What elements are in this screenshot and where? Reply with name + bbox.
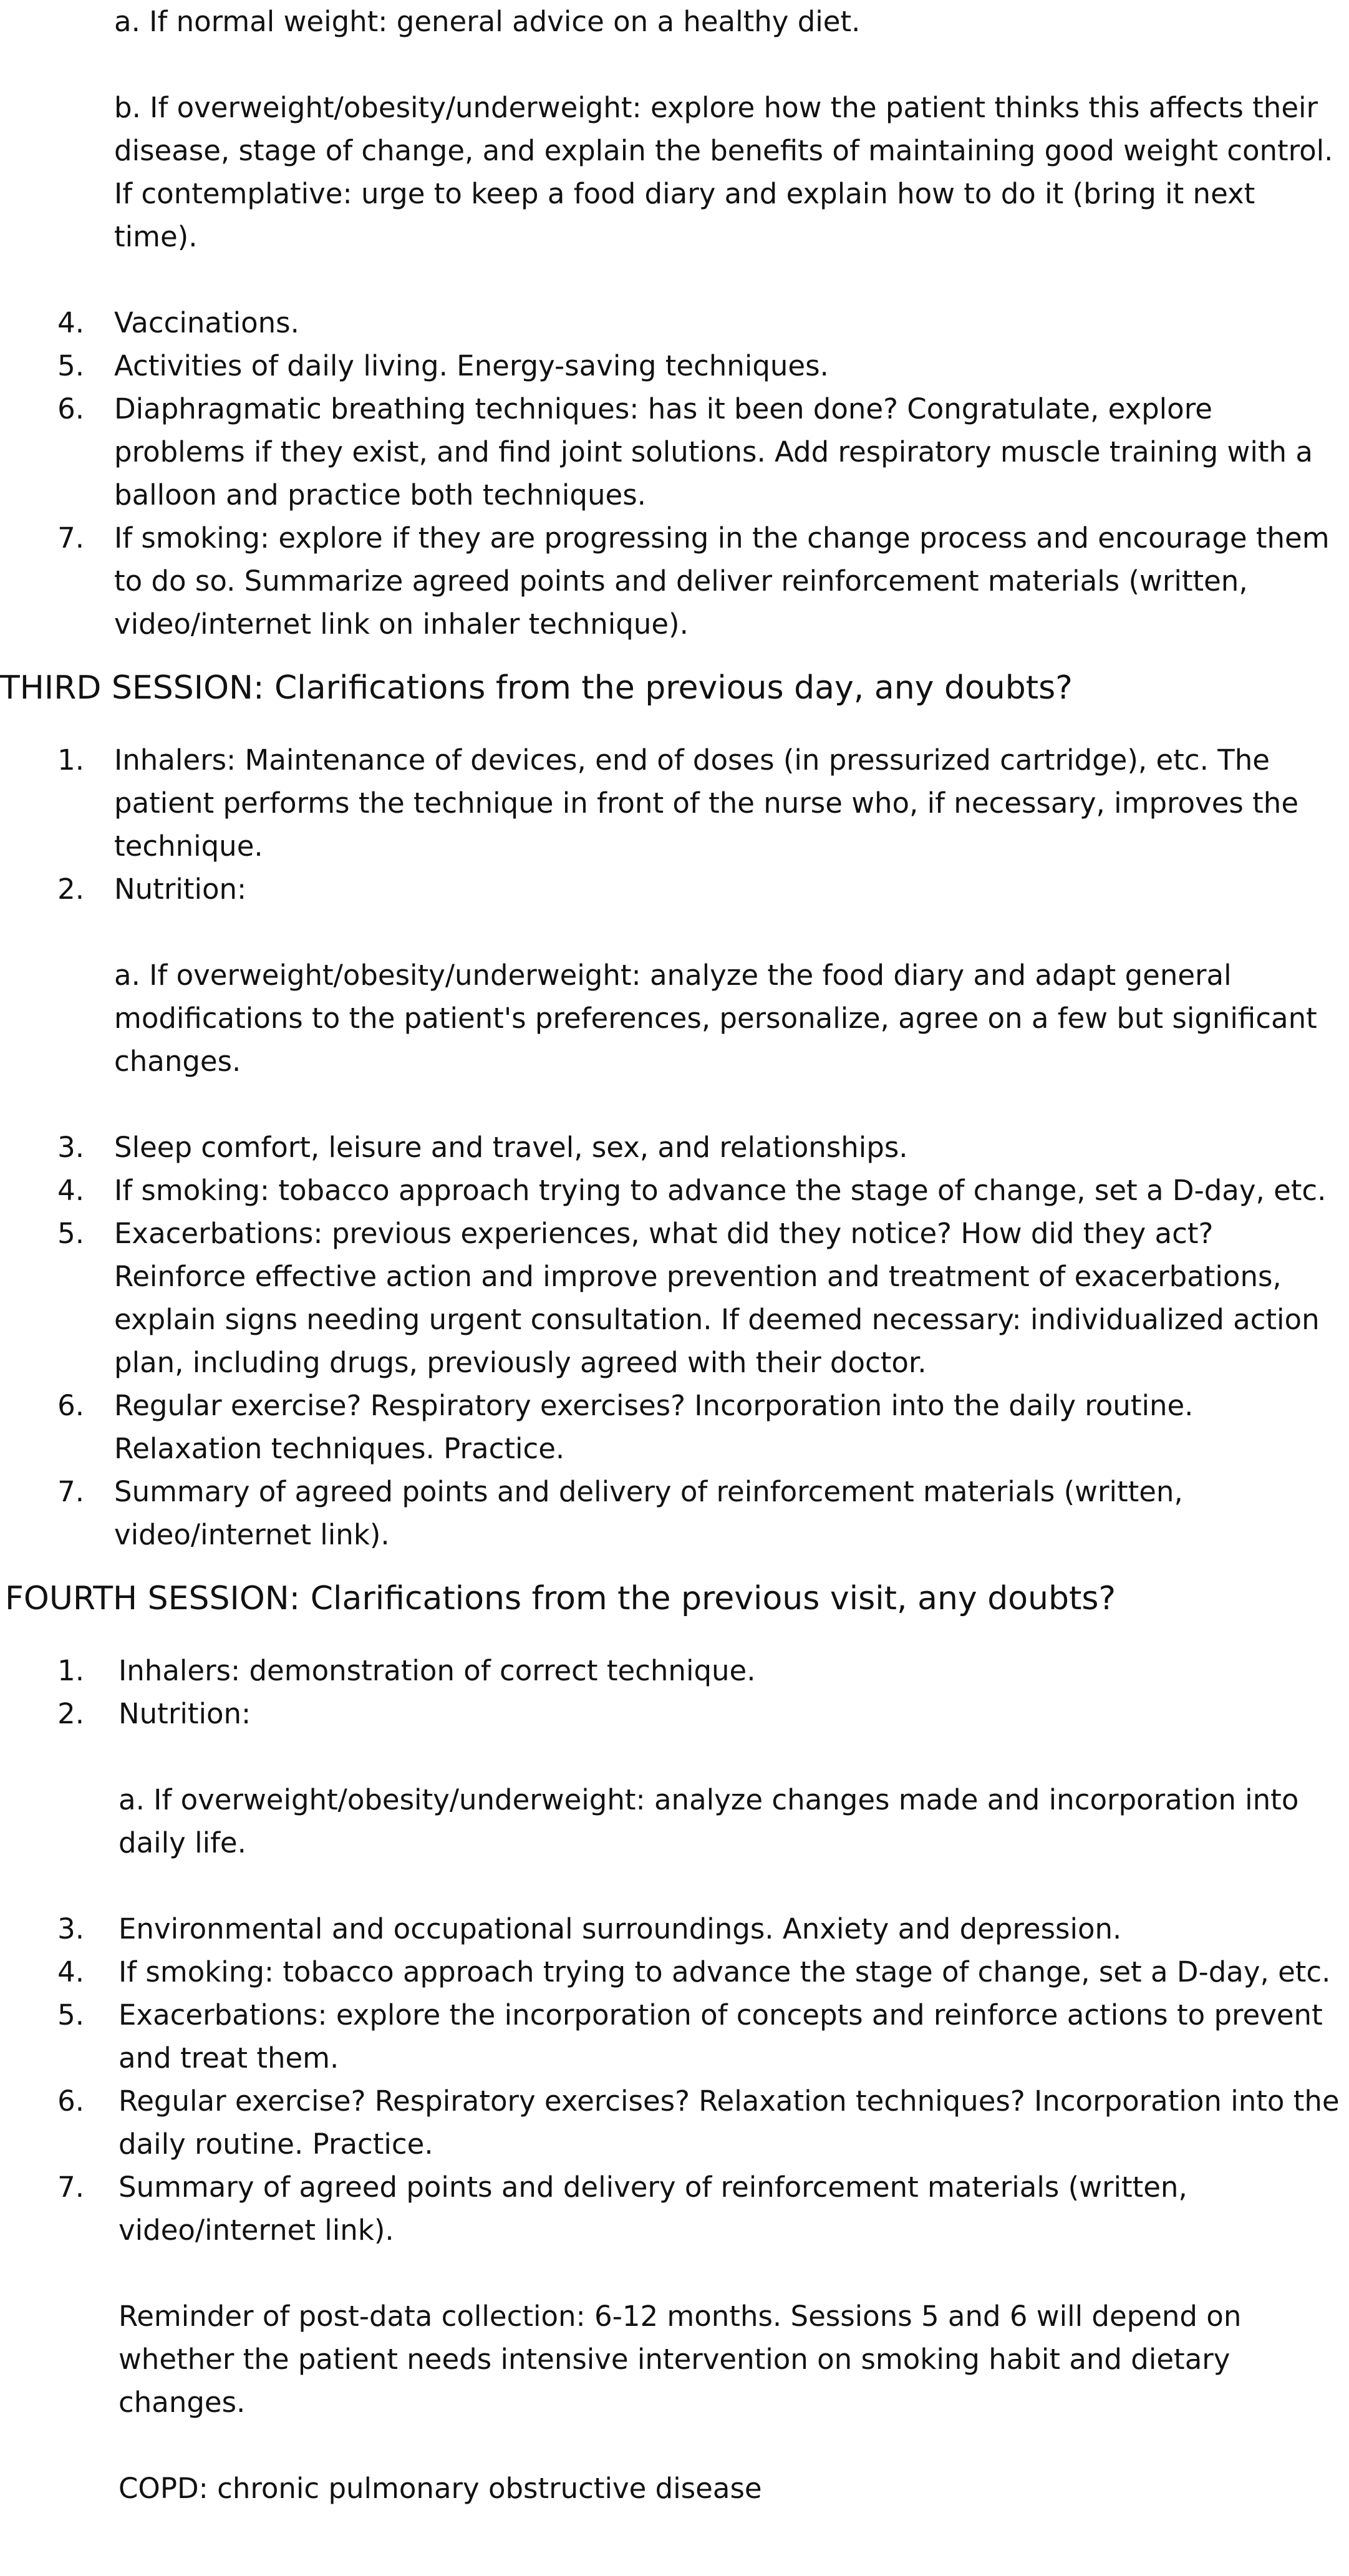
- third-session-list-item-text: Regular exercise? Respiratory exercises? Incorporation into the daily routine.: [114, 1389, 1194, 1422]
- third-session-list-item-text: Reinforce effective action and improve prevention and treatment of exacerbations,: [114, 1260, 1282, 1293]
- fourth-session-nutrition-a: a. If overweight/obesity/underweight: analyze changes made and incorporation into: [118, 1783, 1299, 1816]
- fourth-session-nutrition-a: daily life.: [118, 1826, 246, 1859]
- fourth-session-list-item-text: Nutrition:: [118, 1697, 251, 1730]
- session2-list-item-number: 6.: [57, 392, 84, 425]
- third-session-list-item-text: Exacerbations: previous experiences, what did they notice? How did they act?: [114, 1217, 1214, 1250]
- fourth-session-heading: FOURTH SESSION: Clarifications from the previous visit, any doubts?: [5, 1580, 1116, 1617]
- nutrition-option-a: a. If normal weight: general advice on a healthy diet.: [114, 5, 861, 38]
- fourth-session-list-item-text: daily routine. Practice.: [118, 2128, 433, 2161]
- fourth-session-list-item-number: 3.: [57, 1912, 84, 1945]
- fourth-session-list-item-text: Inhalers: demonstration of correct technique.: [118, 1654, 756, 1687]
- third-session-nutrition-a: modifications to the patient's preferences, personalize, agree on a few but significant: [114, 1002, 1317, 1035]
- nutrition-option-b: disease, stage of change, and explain the benefits of maintaining good weight control.: [114, 134, 1333, 167]
- fourth-session-list-item-text: video/internet link).: [118, 2214, 394, 2247]
- third-session-list-item-text: patient performs the technique in front of the nurse who, if necessary, improves the: [114, 787, 1299, 820]
- nutrition-option-b: b. If overweight/obesity/underweight: explore how the patient thinks this affects their: [114, 91, 1318, 124]
- third-session-list-item-number: 5.: [57, 1217, 84, 1250]
- third-session-list-item-number: 7.: [57, 1475, 84, 1508]
- session2-list-item-text: If smoking: explore if they are progressing in the change process and encourage them: [114, 521, 1330, 554]
- third-session-list-item-text: If smoking: tobacco approach trying to advance the stage of change, set a D-day, etc.: [114, 1174, 1327, 1207]
- third-session-list-item-number: 2.: [57, 873, 84, 906]
- third-session-list-item-text: technique.: [114, 830, 263, 863]
- fourth-session-list-item-text: Exacerbations: explore the incorporation of concepts and reinforce actions to prevent: [118, 1998, 1323, 2031]
- third-session-list-item-text: explain signs needing urgent consultation. If deemed necessary: individualized action: [114, 1303, 1320, 1336]
- copd-footnote: COPD: chronic pulmonary obstructive disease: [118, 2472, 762, 2505]
- third-session-list-item-text: Nutrition:: [114, 873, 247, 906]
- third-session-nutrition-a: changes.: [114, 1045, 241, 1078]
- fourth-session-list-item-number: 2.: [57, 1697, 84, 1730]
- fourth-session-list-item-number: 1.: [57, 1654, 84, 1687]
- third-session-list-item-number: 3.: [57, 1131, 84, 1164]
- nutrition-option-b: If contemplative: urge to keep a food diary and explain how to do it (bring it next: [114, 177, 1255, 210]
- fourth-session-list-item-number: 5.: [57, 1998, 84, 2031]
- third-session-list-item-text: Summary of agreed points and delivery of reinforcement materials (written,: [114, 1475, 1183, 1508]
- third-session-list-item-text: video/internet link).: [114, 1518, 390, 1551]
- session2-list-item-text: balloon and practice both techniques.: [114, 478, 646, 511]
- third-session-list-item-number: 6.: [57, 1389, 84, 1422]
- nutrition-option-b: time).: [114, 220, 198, 253]
- third-session-heading: THIRD SESSION: Clarifications from the previous day, any doubts?: [0, 669, 1073, 707]
- third-session-list-item-number: 4.: [57, 1174, 84, 1207]
- fourth-session-list-item-number: 7.: [57, 2171, 84, 2204]
- third-session-list-item-text: plan, including drugs, previously agreed with their doctor.: [114, 1346, 927, 1379]
- session2-list-item-text: Diaphragmatic breathing techniques: has it been done? Congratulate, explore: [114, 392, 1212, 425]
- reminder-text: changes.: [118, 2386, 246, 2419]
- fourth-session-list-item-number: 4.: [57, 1955, 84, 1988]
- session2-list-item-text: video/internet link on inhaler technique).: [114, 608, 689, 641]
- third-session-list-item-text: Inhalers: Maintenance of devices, end of doses (in pressurized cartridge), etc. The: [114, 743, 1270, 777]
- fourth-session-list-item-number: 6.: [57, 2085, 84, 2118]
- fourth-session-list-item-text: Summary of agreed points and delivery of reinforcement materials (written,: [118, 2171, 1187, 2204]
- reminder-text: whether the patient needs intensive intervention on smoking habit and dietary: [118, 2343, 1231, 2376]
- session2-list-item-text: problems if they exist, and find joint solutions. Add respiratory muscle training with a: [114, 435, 1313, 468]
- third-session-list-item-text: Sleep comfort, leisure and travel, sex, and relationships.: [114, 1131, 908, 1164]
- fourth-session-list-item-text: Environmental and occupational surroundings. Anxiety and depression.: [118, 1912, 1122, 1945]
- session2-list-item-text: Vaccinations.: [114, 306, 299, 339]
- session2-list-item-text: to do so. Summarize agreed points and deliver reinforcement materials (written,: [114, 564, 1248, 598]
- session2-list-item-text: Activities of daily living. Energy-saving techniques.: [114, 349, 829, 382]
- session2-list-item-number: 4.: [57, 306, 84, 339]
- third-session-nutrition-a: a. If overweight/obesity/underweight: analyze the food diary and adapt general: [114, 959, 1232, 992]
- session2-list-item-number: 7.: [57, 521, 84, 554]
- fourth-session-list-item-text: Regular exercise? Respiratory exercises? Relaxation techniques? Incorporation into the: [118, 2085, 1340, 2118]
- third-session-list-item-number: 1.: [57, 743, 84, 777]
- reminder-text: Reminder of post-data collection: 6-12 months. Sessions 5 and 6 will depend on: [118, 2300, 1242, 2333]
- fourth-session-list-item-text: and treat them.: [118, 2041, 339, 2075]
- third-session-list-item-text: Relaxation techniques. Practice.: [114, 1432, 565, 1465]
- fourth-session-list-item-text: If smoking: tobacco approach trying to advance the stage of change, set a D-day, etc.: [118, 1955, 1331, 1988]
- session2-list-item-number: 5.: [57, 349, 84, 382]
